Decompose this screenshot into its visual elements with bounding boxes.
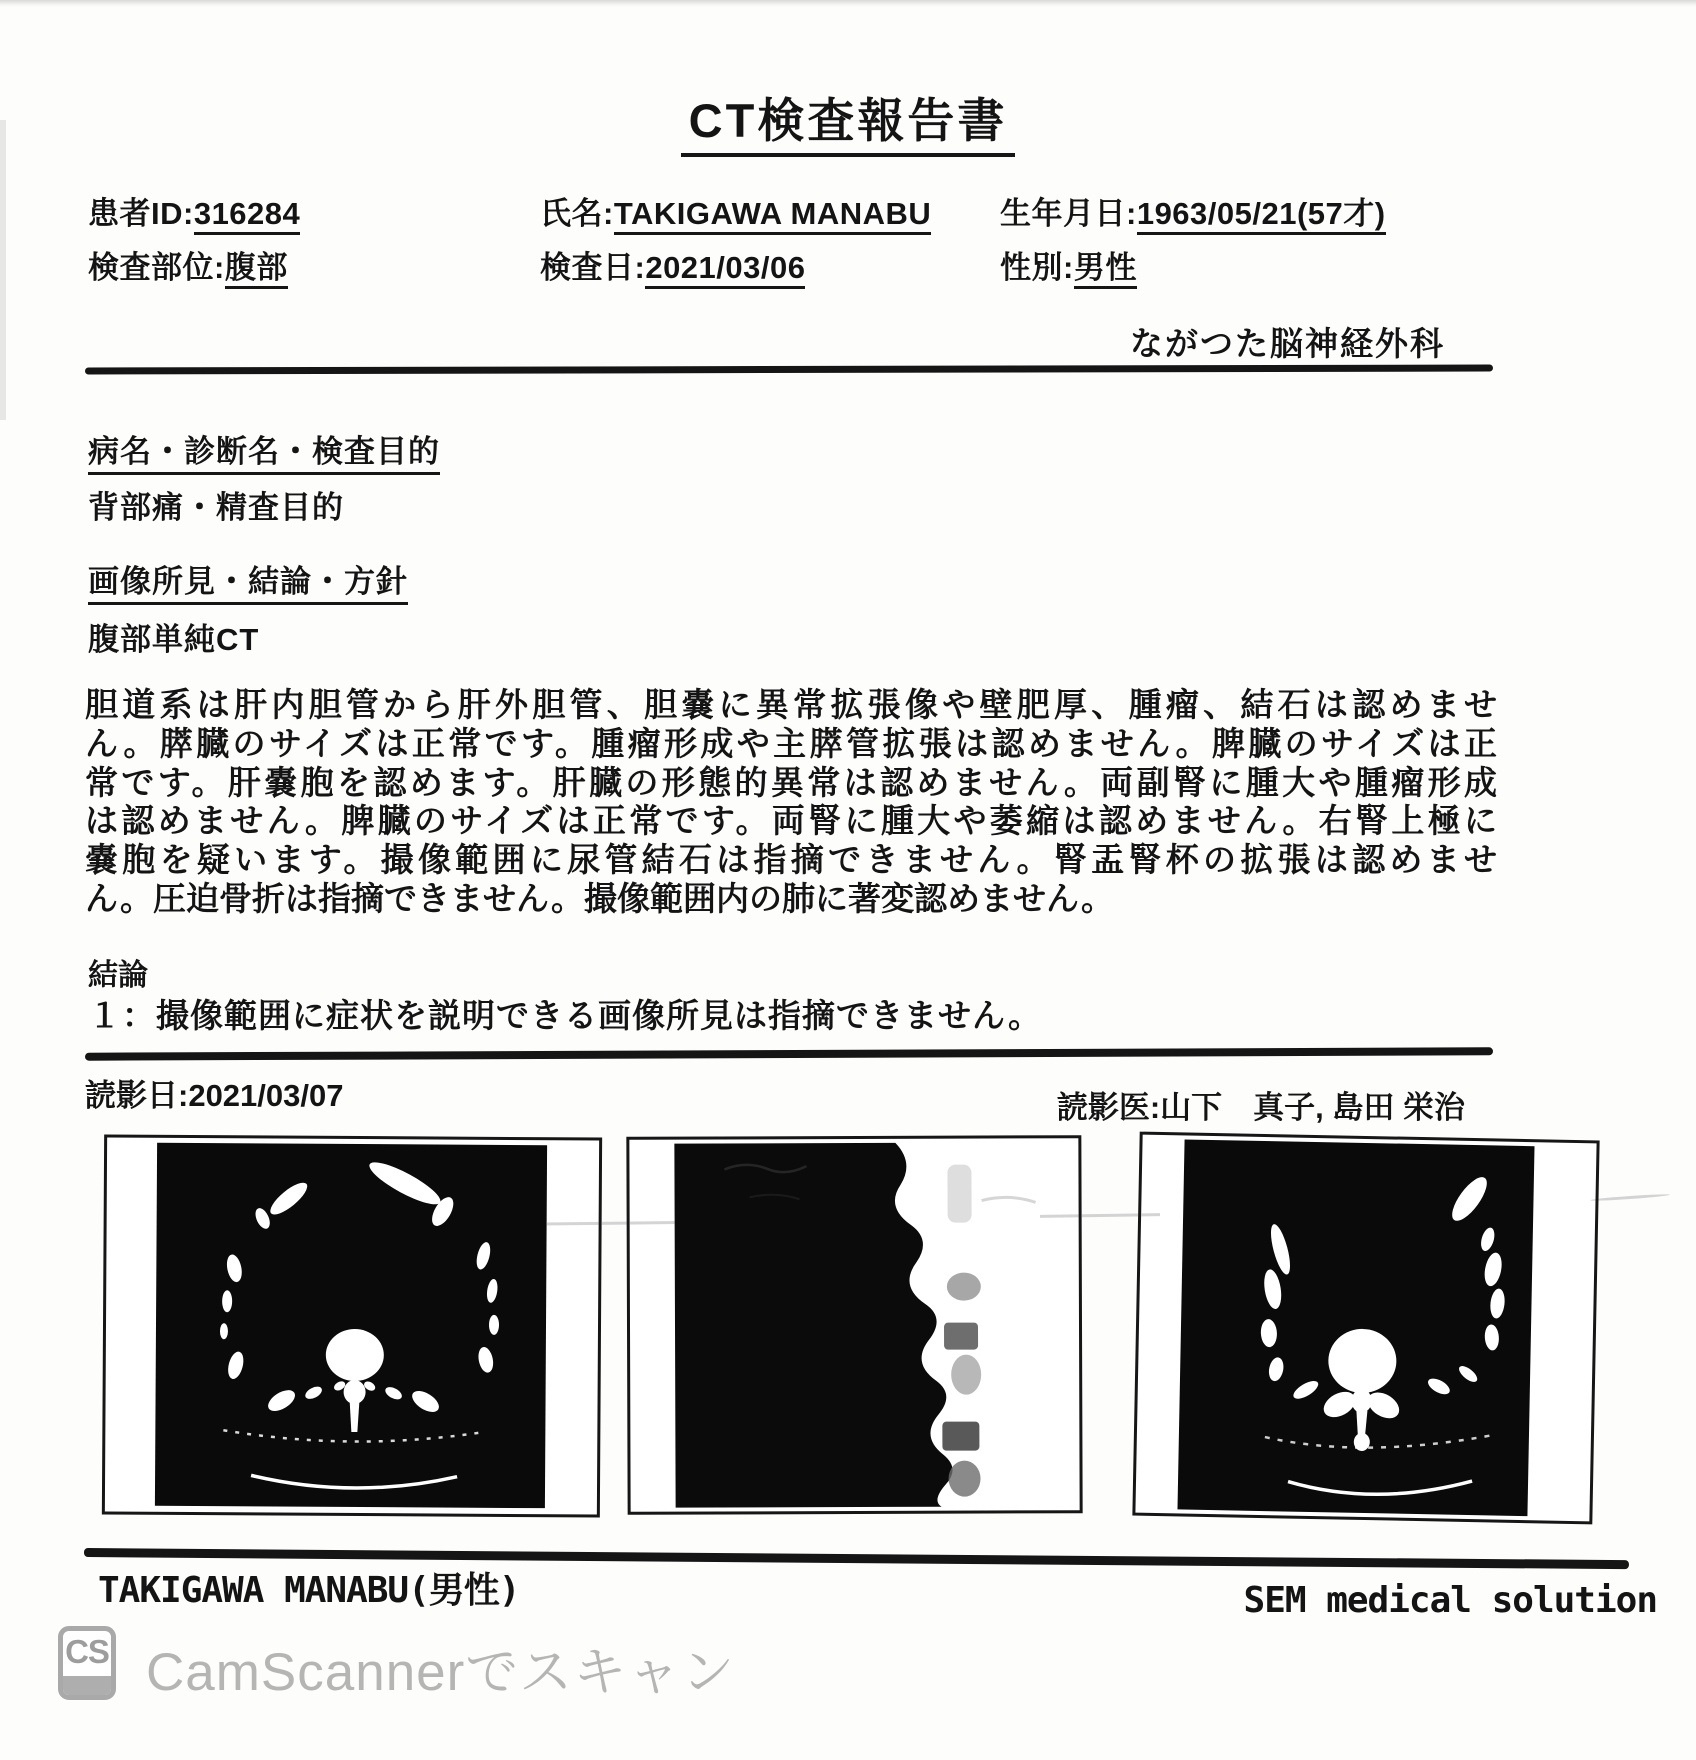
clinic-name: ながつた脳神経外科 [1130,325,1445,362]
birth-date-label: 生年月日: [1000,196,1137,231]
birth-date-value: 1963/05/21(57才) [1137,196,1386,235]
findings-subheading: 腹部単純CT [88,622,260,657]
scan-crease-artifact [1590,1193,1670,1202]
patient-name-field [540,188,931,233]
findings-line: 胆道系は肝内胆管から肝外胆管、胆嚢に異常拡張像や壁肥厚、腫瘤、結石は認めませ [85,686,1497,723]
sex-value: 男性 [1074,250,1137,289]
horizontal-rule-2 [85,1047,1493,1060]
conclusion-item: １：撮像範囲に症状を説明できる画像所見は指摘できません。 [88,997,1042,1034]
reading-date-label: 読影日: [85,1078,189,1113]
birth-date-field [1000,188,1386,233]
camscanner-icon-text: CS [65,1633,109,1670]
diagnosis-section-heading: 病名・診断名・検査目的 [88,426,440,471]
body-part-label: 検査部位: [88,250,225,285]
body-part-value: 腹部 [225,250,288,289]
patient-name-value: TAKIGAWA MANABU [614,196,931,235]
scan-edge-artifact [0,0,1696,7]
findings-line: 嚢胞を疑います。撮像範囲に尿管結石は指摘できません。腎盂腎杯の拡張は認めませ [85,841,1497,879]
diagnosis-content: 背部痛・精査目的 [88,490,344,525]
ct-scout-image-2-graphic [629,1138,1079,1512]
patient-id-field [88,188,300,233]
exam-date-label: 検査日: [540,250,646,285]
findings-line: は認めません。脾臓のサイズは正常です。両腎に腫大や萎縮は認めません。右腎上極に [85,802,1497,840]
ct-axial-image-1 [102,1134,602,1517]
conclusion-heading: 結論 [88,959,148,992]
sex-field [1000,242,1137,287]
camscanner-watermark [58,1626,735,1706]
footer-vendor: SEM medical solution [1243,1580,1657,1621]
patient-name-label: 氏名: [540,196,614,231]
findings-line: 常です。肝嚢胞を認めます。肝臓の形態的異常は認めません。両副腎に腫大や腫瘤形成 [85,763,1497,801]
findings-paragraph [85,686,1497,919]
ct-axial-image-1-graphic [105,1138,599,1515]
reading-doctor-value: 山下 真子, 島田 栄治 [1160,1090,1465,1125]
findings-line: ん。圧迫骨折は指摘できません。撮像範囲内の肺に著変認めません。 [85,879,1114,917]
horizontal-rule-1 [85,365,1493,375]
patient-id-value: 316284 [194,196,300,235]
sex-label: 性別: [1000,250,1074,285]
report-title-text: CT検査報告書 [681,94,1016,157]
camscanner-icon [58,1626,116,1700]
patient-id-label: 患者ID: [88,196,194,231]
footer-patient-name: TAKIGAWA MANABU(男性) [98,1570,520,1611]
camscanner-watermark-text: CamScannerでスキャン [146,1643,736,1702]
scan-edge-artifact-left [0,120,6,420]
exam-date-field [540,242,805,287]
ct-axial-image-3-graphic [1135,1135,1596,1522]
reading-date-value: 2021/03/07 [188,1078,344,1113]
reading-doctor-field [85,1082,1465,1127]
findings-line: ん。膵臓のサイズは正常です。腫瘤形成や主膵管拡張は認めません。脾臓のサイズは正 [85,724,1497,762]
findings-section-heading: 画像所見・結論・方針 [88,556,408,601]
reading-doctor-label: 読影医: [1056,1090,1161,1125]
camscanner-icon-bed [63,1676,111,1695]
body-part-field [88,242,288,287]
exam-date-value: 2021/03/06 [645,250,805,289]
ct-axial-image-3 [1132,1132,1599,1525]
report-title [0,84,1696,151]
ct-scout-image-2 [626,1135,1082,1515]
